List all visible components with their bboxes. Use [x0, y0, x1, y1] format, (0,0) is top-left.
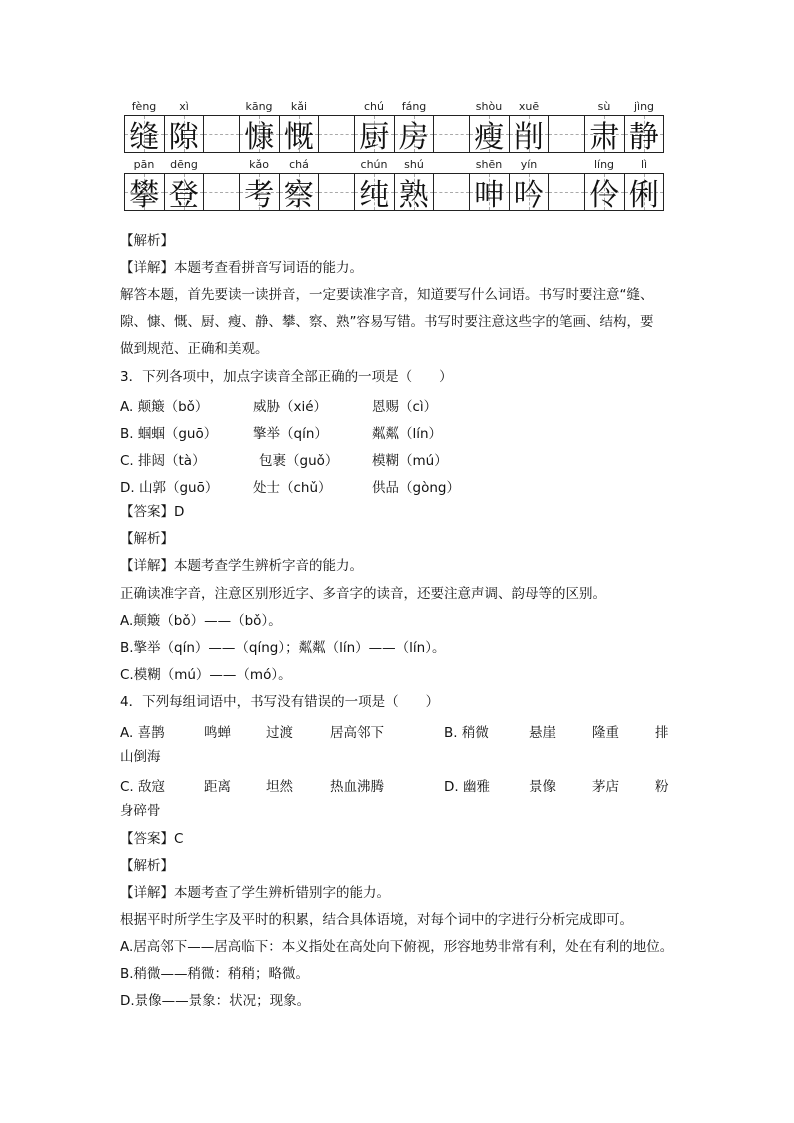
option-b: B. 稍微	[444, 725, 489, 741]
option-a-word: 威胁（xié）	[253, 399, 328, 415]
character: 登	[168, 178, 199, 213]
option-d-word: 茅店	[592, 779, 619, 795]
correction-a: A.居高邻下——居高临下：本义指处在高处向下俯视，形容地势非常有利，处在有利的地位。	[120, 939, 674, 955]
pinyin: shòu	[475, 100, 503, 113]
character: 肃	[589, 120, 620, 155]
option-b-wrap: 山倒海	[120, 749, 161, 765]
word-group	[584, 154, 664, 228]
correction-c: C.模糊（mú）——（mó）。	[120, 667, 292, 683]
option-d: D. 幽雅	[444, 779, 490, 795]
option-b-word: 隆重	[592, 725, 619, 741]
option-a-word: 居高邻下	[330, 725, 384, 741]
correction-d: D.景像——景象：状况；现象。	[120, 993, 311, 1009]
option-c: C. 排闼（tà）	[120, 453, 206, 469]
section-label: 【解析】	[120, 233, 174, 249]
section-label: 【解析】	[120, 858, 174, 874]
question-4: 4．下列每组词语中，书写没有错误的一项是（ ）	[120, 694, 440, 710]
pinyin: dēng	[170, 158, 198, 171]
pinyin: fáng	[401, 100, 427, 113]
character: 慷	[244, 120, 275, 155]
character: 缝	[129, 120, 160, 155]
word-group	[124, 154, 204, 228]
character: 吟	[513, 178, 544, 213]
option-b: B. 蝈蝈（guō）	[120, 426, 218, 442]
option-d-word: 景像	[529, 779, 556, 795]
character: 俐	[628, 178, 659, 213]
detail-line: 【详解】本题考查看拼音写词语的能力。	[120, 260, 363, 276]
option-b-word: 粼粼（lín）	[372, 426, 443, 442]
character: 呻	[474, 178, 505, 213]
pinyin: shēn	[475, 158, 503, 171]
pinyin: fèng	[131, 100, 157, 113]
paragraph-line: 正确读准字音，注意区别形近字、多音字的读音，还要注意声调、韵母等的区别。	[120, 586, 606, 602]
answer-4: 【答案】C	[120, 831, 184, 847]
option-d-word: 粉	[655, 779, 669, 795]
option-a-word: 鸣蝉	[204, 725, 231, 741]
option-c-word: 坦然	[266, 779, 293, 795]
paragraph-line: 做到规范、正确和美观。	[120, 341, 269, 357]
option-d-word: 供品（gòng）	[372, 480, 460, 496]
option-c-word: 距离	[204, 779, 231, 795]
option-a: A. 颠簸（bǒ）	[120, 399, 209, 415]
correction-b: B.稍微——稍微：稍稍；略微。	[120, 966, 310, 982]
pinyin: yín	[520, 158, 538, 171]
pinyin: chá	[289, 158, 309, 171]
option-a: A. 喜鹊	[120, 725, 165, 741]
word-group	[239, 154, 319, 228]
word-group	[354, 154, 434, 228]
character: 瘦	[474, 120, 505, 155]
pinyin: xuē	[518, 100, 540, 113]
option-b-word: 擎举（qín）	[253, 426, 328, 442]
option-a-word: 恩赐（cì）	[372, 399, 438, 415]
pinyin: pān	[133, 158, 155, 171]
pinyin: xì	[179, 100, 189, 113]
paragraph-line: 隙、慷、慨、厨、瘦、静、攀、察、熟”容易写错。书写时要注意这些字的笔画、结构，要	[120, 314, 654, 330]
answer-3: 【答案】D	[120, 504, 185, 520]
option-c-word: 模糊（mú）	[372, 453, 448, 469]
pinyin: kǎo	[249, 158, 269, 171]
pinyin: chún	[360, 158, 388, 171]
character: 隙	[168, 120, 199, 155]
pinyin: sù	[597, 100, 611, 113]
option-c: C. 敌寇	[120, 779, 166, 795]
character: 熟	[398, 178, 429, 213]
option-d-word: 处士（chǔ）	[253, 480, 332, 496]
option-d: D. 山郭（guō）	[120, 480, 219, 496]
detail-line: 【详解】本题考查学生辨析字音的能力。	[120, 558, 363, 574]
character: 察	[283, 178, 314, 213]
question-3: 3．下列各项中，加点字读音全部正确的一项是（ ）	[120, 369, 453, 385]
pinyin: líng	[593, 158, 615, 171]
character: 考	[244, 178, 275, 213]
pinyin: lì	[640, 158, 648, 171]
correction-b: B.擎举（qín）——（qíng）；粼粼（lín）——（lín）。	[120, 640, 446, 656]
character: 房	[398, 120, 429, 155]
option-c-word: 包裹（guǒ）	[259, 453, 339, 469]
pinyin: jìng	[633, 100, 655, 113]
detail-line: 【详解】本题考查了学生辨析错别字的能力。	[120, 885, 390, 901]
character: 削	[513, 120, 544, 155]
pinyin-grid-row-2	[124, 154, 664, 228]
option-d-wrap: 身碎骨	[120, 803, 161, 819]
character: 伶	[589, 178, 620, 213]
pinyin: chú	[364, 100, 384, 113]
pinyin: shú	[404, 158, 424, 171]
character: 纯	[359, 178, 390, 213]
pinyin: kāng	[245, 100, 273, 113]
option-c-word: 热血沸腾	[330, 779, 384, 795]
paragraph-line: 解答本题，首先要读一读拼音，一定要读准字音，知道要写什么词语。书写时要注意“缝、	[120, 287, 654, 303]
correction-a: A.颠簸（bǒ）——（bǒ）。	[120, 613, 282, 629]
word-group	[469, 154, 549, 228]
character: 慨	[283, 120, 314, 155]
character: 厨	[359, 120, 390, 155]
option-a-word: 过渡	[266, 725, 293, 741]
paragraph-line: 根据平时所学生字及平时的积累，结合具体语境，对每个词中的字进行分析完成即可。	[120, 912, 633, 928]
section-label: 【解析】	[120, 531, 174, 547]
pinyin: kǎi	[290, 100, 308, 113]
character: 攀	[129, 178, 160, 213]
option-b-word: 悬崖	[529, 725, 556, 741]
character: 静	[628, 120, 659, 155]
option-b-word: 排	[655, 725, 669, 741]
